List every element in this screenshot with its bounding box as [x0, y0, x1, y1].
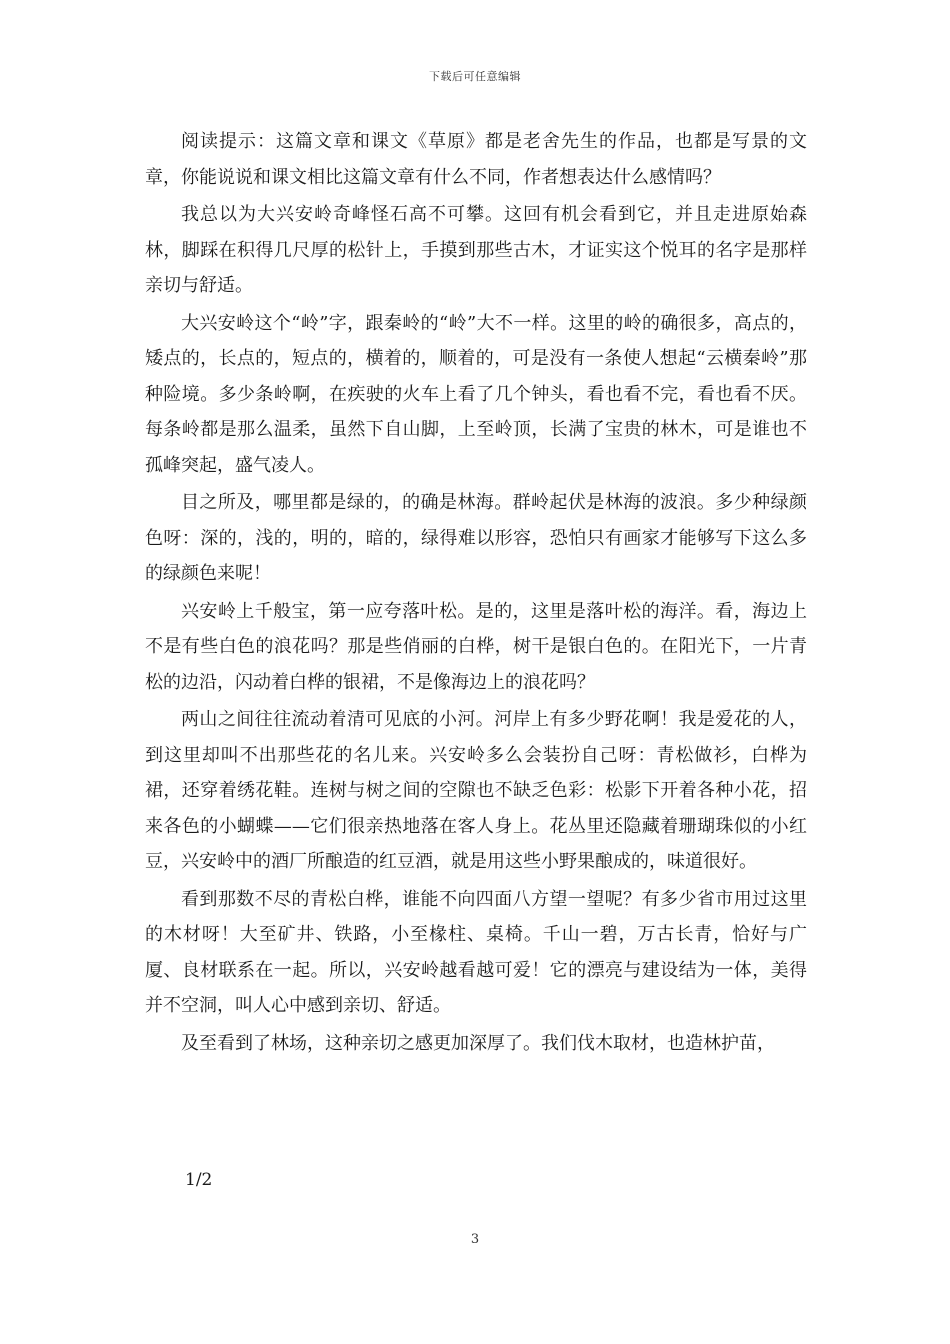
body-paragraph: 目之所及，哪里都是绿的，的确是林海。群岭起伏是林海的波浪。多少种绿颜色呀：深的，浅的，明的，暗的，绿得难以形容，恐怕只有画家才能够写下这么多的绿颜色来呢！ — [145, 492, 807, 584]
body-paragraph: 我总以为大兴安岭奇峰怪石高不可攀。这回有机会看到它，并且走进原始森林，脚踩在积得几尺厚的松针上，手摸到那些古木，才证实这个悦耳的名字是那样亲切与舒适。 — [145, 204, 807, 296]
reading-tip-paragraph: 阅读提示：这篇文章和课文《草原》都是老舍先生的作品，也都是写景的文章，你能说说和课文相比这篇文章有什么不同，作者想表达什么感情吗？ — [145, 131, 807, 188]
body-paragraph: 看到那数不尽的青松白桦，谁能不向四面八方望一望呢？有多少省市用过这里的木材呀！大至矿井、铁路，小至椽柱、桌椅。千山一碧，万古长青，恰好与广厦、良材联系在一起。所以，兴安岭越看越可爱！它的漂亮与建设结为一体，美得并不空洞，叫人心中感到亲切、舒适。 — [145, 888, 807, 1016]
body-paragraph: 兴安岭上千般宝，第一应夸落叶松。是的，这里是落叶松的海洋。看，海边上不是有些白色的浪花吗？那是些俏丽的白桦，树干是银白色的。在阳光下，一片青松的边沿，闪动着白桦的银裙，不是像海边上的浪花吗？ — [145, 600, 807, 693]
body-paragraph: 大兴安岭这个“岭”字，跟秦岭的“岭”大不一样。这里的岭的确很多，高点的，矮点的，长点的，短点的，横着的，顺着的，可是没有一条使人想起“云横秦岭”那种险境。多少条岭啊，在疾驶的火车上看了几个钟头，看也看不完，看也看不厌。每条岭都是那么温柔，虽然下自山脚，上至岭顶，长满了宝贵的林木，可是谁也不孤峰突起，盛气凌人。 — [145, 312, 807, 476]
body-paragraph: 及至看到了林场，这种亲切之感更加深厚了。我们伐木取材，也造林护苗， — [181, 1032, 775, 1054]
page-header-note: 下载后可任意编辑 — [429, 70, 521, 83]
page-fraction: 1/2 — [185, 1170, 213, 1190]
article-body — [145, 124, 807, 1063]
page-number: 3 — [470, 1232, 480, 1247]
body-paragraph: 两山之间往往流动着清可见底的小河。河岸上有多少野花啊！我是爱花的人，到这里却叫不出那些花的名儿来。兴安岭多么会装扮自己呀：青松做衫，白桦为裙，还穿着绣花鞋。连树与树之间的空隙也不缺乏色彩：松影下开着各种小花，招来各色的小蝴蝶——它们很亲热地落在客人身上。花丛里还隐藏着珊瑚珠似的小红豆，兴安岭中的酒厂所酿造的红豆酒，就是用这些小野果酿成的，味道很好。 — [145, 709, 807, 872]
